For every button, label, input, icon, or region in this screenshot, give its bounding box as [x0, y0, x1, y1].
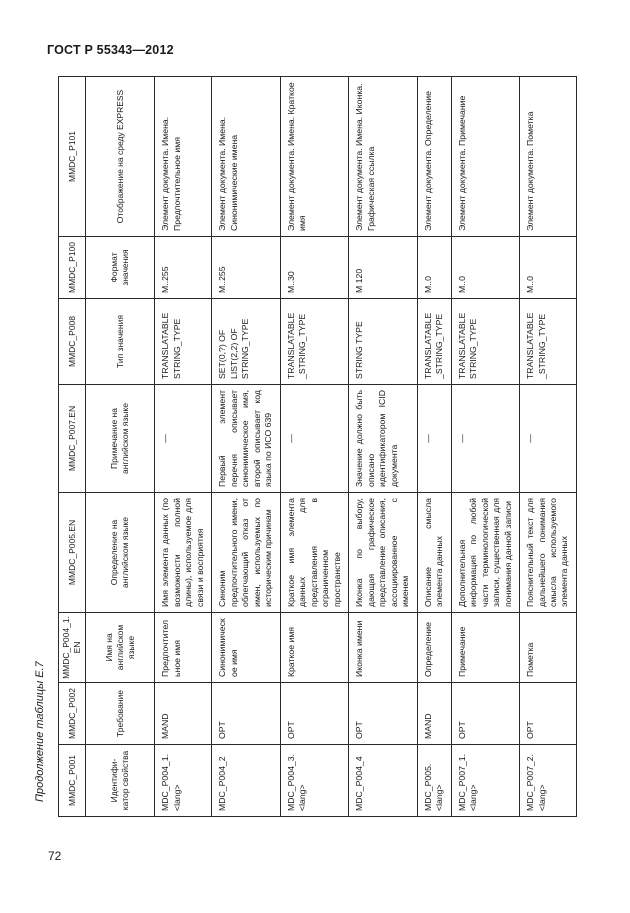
table-cell: MAND — [417, 683, 451, 745]
table-row — [451, 77, 519, 817]
table-cell: Элемент документа. Имена. Иконка. Графическая ссылка — [349, 77, 417, 237]
column-title: Требование — [86, 683, 155, 745]
table-cell: Примечание — [451, 613, 519, 683]
table-cell: Определение — [417, 613, 451, 683]
table-cell: Элемент документа. Имена. Краткое имя — [280, 77, 348, 237]
table-cell: Элемент документа. Имена. Синонимические имена — [212, 77, 280, 237]
table-cell: Первый элемент перечня описывает синонимическое имя, второй описывает код языка по ИСО 639 — [212, 385, 280, 493]
table-cell: Краткое имя — [280, 613, 348, 683]
table-cell: MDC_P004_2 — [212, 745, 280, 817]
table-cell: Пояснительный текст для дальнейшего понимания смысла используемого элемента данных — [520, 493, 577, 613]
table-cell: MAND — [155, 683, 212, 745]
table-cell: M..30 — [280, 237, 348, 299]
properties-table — [58, 76, 577, 817]
table-cell: OPT — [520, 683, 577, 745]
table-cell: STRING TYPE — [349, 299, 417, 385]
column-title: Идентифи-катор свойства — [86, 745, 155, 817]
table-row — [212, 77, 280, 817]
table-cell: Элемент документа. Определение — [417, 77, 451, 237]
table-cell: MDC_P007_1.<lang> — [451, 745, 519, 817]
column-titles-row — [86, 77, 155, 817]
table-cell: OPT — [451, 683, 519, 745]
table-cell: M..0 — [451, 237, 519, 299]
table-cell: Синонимическое имя — [212, 613, 280, 683]
column-title: Формат значения — [86, 237, 155, 299]
column-code: MMDC_P005.EN — [59, 493, 86, 613]
column-code: MMDC_P007.EN — [59, 385, 86, 493]
column-title: Тип значения — [86, 299, 155, 385]
table-cell: MDC_P004_1.<lang> — [155, 745, 212, 817]
table-cell: Элемент документа. Пометка — [520, 77, 577, 237]
table-cell: MDC_P004_4 — [349, 745, 417, 817]
table-row — [155, 77, 212, 817]
table-cell: Предпочтительное имя — [155, 613, 212, 683]
table-rotated-container — [58, 77, 615, 817]
table-cell: — — [155, 385, 212, 493]
table-cell: OPT — [349, 683, 417, 745]
column-code: MMDC_P100 — [59, 237, 86, 299]
table-row — [349, 77, 417, 817]
table-cell: — — [451, 385, 519, 493]
column-title: Отображение на среду EXPRESS — [86, 77, 155, 237]
table-cell: M 120 — [349, 237, 417, 299]
column-code: MMDC_P008 — [59, 299, 86, 385]
column-title: Имя на английском языке — [86, 613, 155, 683]
table-row — [417, 77, 451, 817]
table-cell: Иконка по выбору, дающая графическое представление описания, ассоциированное с именем — [349, 493, 417, 613]
table-cell: Пометка — [520, 613, 577, 683]
table-cell: Дополнительная информация по любой части терминологической записи, существенная для понимания данной записи — [451, 493, 519, 613]
table-cell: MDC_P007_2.<lang> — [520, 745, 577, 817]
table-cell: M..255 — [155, 237, 212, 299]
table-cell: TRANSLATABLE _STRING_TYPE — [520, 299, 577, 385]
table-cell: — — [280, 385, 348, 493]
table-row — [520, 77, 577, 817]
table-cell: TRANSLATABLE STRING_TYPE — [451, 299, 519, 385]
table-cell: SET(0,?) OF LIST(2,2) OF STRING_TYPE — [212, 299, 280, 385]
table-cell: — — [417, 385, 451, 493]
table-cell: TRANSLATABLE _STRING_TYPE — [280, 299, 348, 385]
table-cell: M..0 — [417, 237, 451, 299]
column-code: MMDC_P101 — [59, 77, 86, 237]
table-cell: M..0 — [520, 237, 577, 299]
table-cell: OPT — [280, 683, 348, 745]
table-cell: Краткое имя элемента данных для представления в ограниченном пространстве — [280, 493, 348, 613]
table-cell: TRANSLATABLE _STRING_TYPE — [417, 299, 451, 385]
column-code: MMDC_P004_1.EN — [59, 613, 86, 683]
table-row — [280, 77, 348, 817]
page-number: 72 — [48, 849, 62, 863]
column-codes-row — [59, 77, 86, 817]
table-cell: Значение должно быть описано идентификатором ICID документа — [349, 385, 417, 493]
column-code: MMDC_P001 — [59, 745, 86, 817]
column-title: Определение на английском языке — [86, 493, 155, 613]
table-cell: Иконка имени — [349, 613, 417, 683]
table-cell: Элемент документа. Имена. Предпочтительное имя — [155, 77, 212, 237]
page-header: ГОСТ Р 55343—2012 — [47, 43, 174, 57]
table-cell: TRANSLATABLE STRING_TYPE — [155, 299, 212, 385]
table-cell: Имя элемента данных (по возможности полной длины), используемое для связи и восприятия — [155, 493, 212, 613]
table-cell: MDC_P004_3.<lang> — [280, 745, 348, 817]
table-cell: — — [520, 385, 577, 493]
table-continuation-label: Продолжение таблицы Е.7 — [34, 661, 46, 802]
table-cell: MDC_P005.<lang> — [417, 745, 451, 817]
table-cell: Описание смысла элемента данных — [417, 493, 451, 613]
table-cell: Синоним предпочтительного имени, облегчающий отказ от имен, используемых по историческим причинам — [212, 493, 280, 613]
column-code: MMDC_P002 — [59, 683, 86, 745]
table-cell: Элемент документа. Примечание — [451, 77, 519, 237]
table-cell: OPT — [212, 683, 280, 745]
column-title: Примечание на английском языке — [86, 385, 155, 493]
table-cell: M..255 — [212, 237, 280, 299]
